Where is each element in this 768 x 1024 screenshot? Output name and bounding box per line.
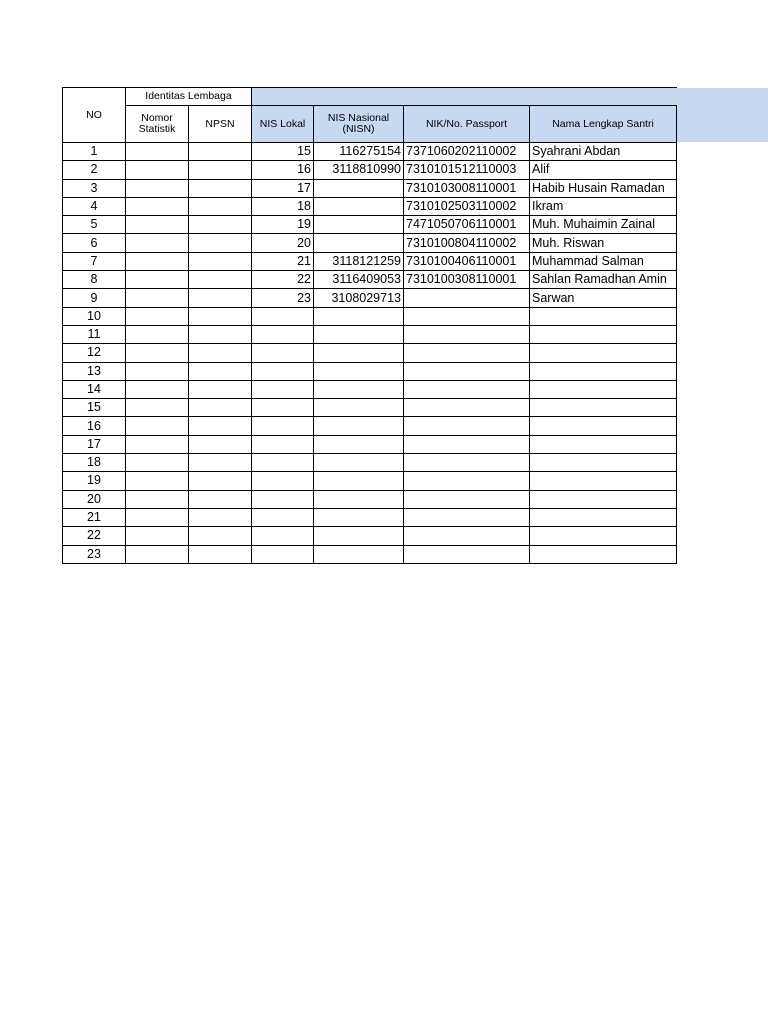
cell-nama[interactable]: Alif	[530, 161, 677, 179]
cell-nama[interactable]: Ikram	[530, 197, 677, 215]
cell-nomor-statistik[interactable]	[126, 252, 189, 270]
cell-nis-lokal[interactable]	[252, 399, 314, 417]
cell-nisn[interactable]	[314, 472, 404, 490]
cell-nomor-statistik[interactable]	[126, 545, 189, 563]
cell-npsn[interactable]	[189, 508, 252, 526]
cell-nik[interactable]	[404, 508, 530, 526]
cell-npsn[interactable]	[189, 435, 252, 453]
cell-npsn[interactable]	[189, 161, 252, 179]
cell-nisn[interactable]	[314, 545, 404, 563]
cell-nis-lokal[interactable]: 17	[252, 179, 314, 197]
cell-nomor-statistik[interactable]	[126, 234, 189, 252]
cell-nomor-statistik[interactable]	[126, 472, 189, 490]
table-row	[63, 271, 677, 289]
cell-nomor-statistik[interactable]	[126, 179, 189, 197]
cell-nomor-statistik[interactable]	[126, 490, 189, 508]
cell-no[interactable]: 7	[63, 252, 126, 270]
cell-nama[interactable]: Muh. Riswan	[530, 234, 677, 252]
cell-no[interactable]: 22	[63, 527, 126, 545]
cell-npsn[interactable]	[189, 362, 252, 380]
cell-nis-lokal[interactable]	[252, 362, 314, 380]
cell-nama[interactable]	[530, 435, 677, 453]
cell-npsn[interactable]	[189, 197, 252, 215]
header-nama[interactable]: Nama Lengkap Santri	[530, 106, 677, 143]
cell-npsn[interactable]	[189, 490, 252, 508]
cell-npsn[interactable]	[189, 252, 252, 270]
table-row	[63, 161, 677, 179]
cell-no[interactable]: 8	[63, 271, 126, 289]
cell-nama[interactable]: Syahrani Abdan	[530, 143, 677, 161]
cell-nisn[interactable]	[314, 454, 404, 472]
cell-no[interactable]: 19	[63, 472, 126, 490]
cell-nis-lokal[interactable]: 15	[252, 143, 314, 161]
cell-nisn[interactable]: 3116409053	[314, 271, 404, 289]
table-row	[63, 417, 677, 435]
cell-nisn[interactable]	[314, 417, 404, 435]
cell-nomor-statistik[interactable]	[126, 380, 189, 398]
cell-npsn[interactable]	[189, 216, 252, 234]
cell-nisn[interactable]	[314, 179, 404, 197]
cell-nik[interactable]	[404, 399, 530, 417]
cell-nik[interactable]	[404, 472, 530, 490]
cell-npsn[interactable]	[189, 454, 252, 472]
cell-nomor-statistik[interactable]	[126, 271, 189, 289]
cell-nama[interactable]	[530, 417, 677, 435]
cell-nama[interactable]: Sahlan Ramadhan Amin	[530, 271, 677, 289]
cell-nis-lokal[interactable]	[252, 527, 314, 545]
cell-nik[interactable]: 7371060202110002	[404, 143, 530, 161]
header-nis-nasional[interactable]: NIS Nasional (NISN)	[314, 106, 404, 143]
table-row	[63, 179, 677, 197]
cell-npsn[interactable]	[189, 472, 252, 490]
cell-nama[interactable]: Sarwan	[530, 289, 677, 307]
cell-nis-lokal[interactable]: 20	[252, 234, 314, 252]
cell-nama[interactable]	[530, 527, 677, 545]
cell-npsn[interactable]	[189, 344, 252, 362]
cell-no[interactable]: 11	[63, 325, 126, 343]
cell-nik[interactable]	[404, 307, 530, 325]
cell-nisn[interactable]	[314, 197, 404, 215]
cell-no[interactable]: 23	[63, 545, 126, 563]
table-row	[63, 252, 677, 270]
cell-nisn[interactable]	[314, 307, 404, 325]
header-identitas-lembaga[interactable]: Identitas Lembaga	[126, 88, 252, 106]
table-row	[63, 216, 677, 234]
header-nis-lokal[interactable]: NIS Lokal	[252, 106, 314, 143]
cell-nik[interactable]	[404, 527, 530, 545]
cell-nis-lokal[interactable]: 18	[252, 197, 314, 215]
header-row-2	[63, 106, 677, 143]
cell-no[interactable]: 18	[63, 454, 126, 472]
cell-no[interactable]: 16	[63, 417, 126, 435]
cell-nomor-statistik[interactable]	[126, 435, 189, 453]
cell-nis-lokal[interactable]	[252, 344, 314, 362]
cell-no[interactable]: 20	[63, 490, 126, 508]
table-row	[63, 527, 677, 545]
cell-nisn[interactable]	[314, 527, 404, 545]
cell-nama[interactable]	[530, 380, 677, 398]
cell-nik[interactable]	[404, 325, 530, 343]
cell-nisn[interactable]	[314, 344, 404, 362]
cell-nik[interactable]: 7310100804110002	[404, 234, 530, 252]
cell-nis-lokal[interactable]: 16	[252, 161, 314, 179]
cell-nik[interactable]	[404, 490, 530, 508]
header-nik[interactable]: NIK/No. Passport	[404, 106, 530, 143]
cell-nomor-statistik[interactable]	[126, 307, 189, 325]
cell-nis-lokal[interactable]: 22	[252, 271, 314, 289]
table-row	[63, 307, 677, 325]
cell-nik[interactable]: 7471050706110001	[404, 216, 530, 234]
table-row	[63, 545, 677, 563]
cell-no[interactable]: 2	[63, 161, 126, 179]
cell-npsn[interactable]	[189, 234, 252, 252]
header-npsn[interactable]: NPSN	[189, 106, 252, 143]
cell-nik[interactable]	[404, 454, 530, 472]
cell-no[interactable]: 13	[63, 362, 126, 380]
cell-nik[interactable]	[404, 545, 530, 563]
cell-nama[interactable]: Muhammad Salman	[530, 252, 677, 270]
cell-npsn[interactable]	[189, 399, 252, 417]
cell-nik[interactable]: 7310101512110003	[404, 161, 530, 179]
santri-table	[62, 87, 677, 564]
table-row	[63, 435, 677, 453]
cell-nisn[interactable]	[314, 362, 404, 380]
cell-npsn[interactable]	[189, 325, 252, 343]
cell-nomor-statistik[interactable]	[126, 325, 189, 343]
table-row	[63, 344, 677, 362]
cell-no[interactable]: 9	[63, 289, 126, 307]
cell-nik[interactable]	[404, 380, 530, 398]
cell-nik[interactable]	[404, 435, 530, 453]
cell-nis-lokal[interactable]: 19	[252, 216, 314, 234]
table-row	[63, 399, 677, 417]
cell-nisn[interactable]: 3118121259	[314, 252, 404, 270]
cell-nik[interactable]	[404, 289, 530, 307]
cell-no[interactable]: 21	[63, 508, 126, 526]
cell-nama[interactable]	[530, 307, 677, 325]
cell-nama[interactable]: Muh. Muhaimin Zainal	[530, 216, 677, 234]
cell-nis-lokal[interactable]	[252, 454, 314, 472]
cell-nomor-statistik[interactable]	[126, 508, 189, 526]
cell-nama[interactable]	[530, 490, 677, 508]
header-nomor-statistik[interactable]: Nomor Statistik	[126, 106, 189, 143]
table-body	[63, 143, 677, 564]
cell-nomor-statistik[interactable]	[126, 197, 189, 215]
cell-npsn[interactable]	[189, 417, 252, 435]
cell-nomor-statistik[interactable]	[126, 362, 189, 380]
table-row	[63, 362, 677, 380]
cell-npsn[interactable]	[189, 179, 252, 197]
cell-nisn[interactable]	[314, 435, 404, 453]
table-row	[63, 454, 677, 472]
cell-nama[interactable]	[530, 362, 677, 380]
cell-no[interactable]: 14	[63, 380, 126, 398]
cell-npsn[interactable]	[189, 271, 252, 289]
table-row	[63, 325, 677, 343]
cell-no[interactable]: 4	[63, 197, 126, 215]
cell-npsn[interactable]	[189, 143, 252, 161]
cell-nomor-statistik[interactable]	[126, 216, 189, 234]
cell-nomor-statistik[interactable]	[126, 417, 189, 435]
table-row	[63, 143, 677, 161]
cell-nis-lokal[interactable]	[252, 417, 314, 435]
cell-nis-lokal[interactable]: 23	[252, 289, 314, 307]
cell-nik[interactable]: 7310100308110001	[404, 271, 530, 289]
cell-nis-lokal[interactable]	[252, 435, 314, 453]
cell-no[interactable]: 12	[63, 344, 126, 362]
cell-nomor-statistik[interactable]	[126, 527, 189, 545]
cell-no[interactable]: 5	[63, 216, 126, 234]
cell-nomor-statistik[interactable]	[126, 143, 189, 161]
cell-nis-lokal[interactable]	[252, 325, 314, 343]
cell-nama[interactable]	[530, 454, 677, 472]
cell-nisn[interactable]	[314, 216, 404, 234]
cell-no[interactable]: 6	[63, 234, 126, 252]
cell-nis-lokal[interactable]	[252, 472, 314, 490]
table-row	[63, 197, 677, 215]
cell-nik[interactable]	[404, 362, 530, 380]
cell-npsn[interactable]	[189, 545, 252, 563]
cell-nisn[interactable]: 116275154	[314, 143, 404, 161]
cell-nisn[interactable]	[314, 508, 404, 526]
cell-nama[interactable]	[530, 325, 677, 343]
cell-nisn[interactable]	[314, 380, 404, 398]
cell-nisn[interactable]	[314, 399, 404, 417]
cell-npsn[interactable]	[189, 380, 252, 398]
cell-no[interactable]: 1	[63, 143, 126, 161]
table-row	[63, 490, 677, 508]
cell-nik[interactable]: 7310100406110001	[404, 252, 530, 270]
cell-nama[interactable]	[530, 399, 677, 417]
table-row	[63, 508, 677, 526]
cell-nomor-statistik[interactable]	[126, 344, 189, 362]
cell-nisn[interactable]: 3108029713	[314, 289, 404, 307]
cell-nik[interactable]	[404, 344, 530, 362]
cell-nomor-statistik[interactable]	[126, 454, 189, 472]
cell-npsn[interactable]	[189, 289, 252, 307]
cell-npsn[interactable]	[189, 527, 252, 545]
table-row	[63, 234, 677, 252]
cell-no[interactable]: 3	[63, 179, 126, 197]
table-row	[63, 472, 677, 490]
cell-no[interactable]: 17	[63, 435, 126, 453]
cell-nama[interactable]: Habib Husain Ramadan	[530, 179, 677, 197]
header-row-1	[63, 88, 677, 106]
cell-nama[interactable]	[530, 472, 677, 490]
cell-nis-lokal[interactable]	[252, 380, 314, 398]
table-row	[63, 380, 677, 398]
cell-nisn[interactable]: 3118810990	[314, 161, 404, 179]
cell-no[interactable]: 10	[63, 307, 126, 325]
cell-nisn[interactable]	[314, 234, 404, 252]
cell-nama[interactable]	[530, 545, 677, 563]
cell-nis-lokal[interactable]	[252, 545, 314, 563]
cell-nomor-statistik[interactable]	[126, 289, 189, 307]
cell-nomor-statistik[interactable]	[126, 399, 189, 417]
cell-nis-lokal[interactable]	[252, 490, 314, 508]
cell-nama[interactable]	[530, 508, 677, 526]
cell-nomor-statistik[interactable]	[126, 161, 189, 179]
cell-npsn[interactable]	[189, 307, 252, 325]
cell-nisn[interactable]	[314, 325, 404, 343]
cell-nik[interactable]: 7310103008110001	[404, 179, 530, 197]
cell-nis-lokal[interactable]	[252, 508, 314, 526]
cell-no[interactable]: 15	[63, 399, 126, 417]
cell-nis-lokal[interactable]: 21	[252, 252, 314, 270]
cell-nis-lokal[interactable]	[252, 307, 314, 325]
cell-nama[interactable]	[530, 344, 677, 362]
header-blank-band	[252, 88, 677, 106]
cell-nisn[interactable]	[314, 490, 404, 508]
cell-nik[interactable]	[404, 417, 530, 435]
cell-nik[interactable]: 7310102503110002	[404, 197, 530, 215]
header-no[interactable]: NO	[63, 88, 126, 143]
table-row	[63, 289, 677, 307]
